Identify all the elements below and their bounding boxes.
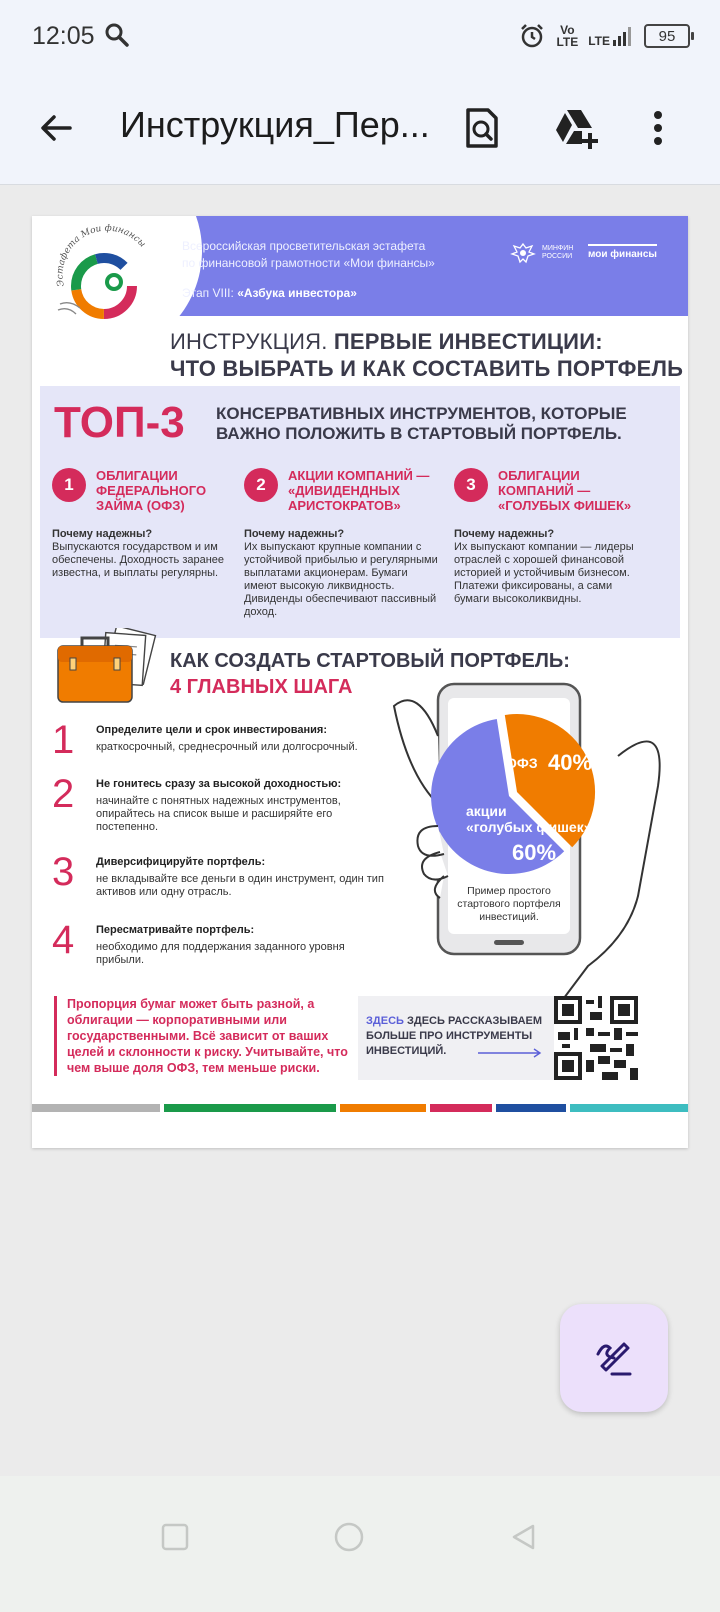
app-bar bbox=[0, 72, 720, 185]
ministry-line1: МИНФИН bbox=[542, 245, 574, 252]
status-bar bbox=[0, 0, 720, 72]
step-heading: Диверсифицируйте портфель: bbox=[96, 856, 266, 868]
top3-desc-line1: КОНСЕРВАТИВНЫХ ИНСТРУМЕНТОВ, КОТОРЫЕ bbox=[216, 404, 627, 423]
item-why: Почему надежны? bbox=[454, 528, 555, 540]
add-to-drive-icon bbox=[552, 106, 600, 150]
item-title: ОБЛИГАЦИИ КОМПАНИЙ — «ГОЛУБЫХ ФИШЕК» bbox=[498, 468, 632, 513]
step-number: 2 bbox=[52, 772, 75, 816]
step-text: необходимо для поддержания заданного уровня прибыли. bbox=[96, 941, 345, 966]
item-title: АКЦИИ КОМПАНИЙ — «ДИВИДЕНДНЫХ АРИСТОКРАТОВ» bbox=[288, 468, 430, 513]
volte-bottom: LTE bbox=[556, 35, 579, 49]
battery-level: 95 bbox=[658, 27, 676, 45]
status-icons bbox=[518, 18, 690, 54]
battery-indicator bbox=[644, 24, 690, 48]
arrow-right-icon bbox=[478, 1048, 544, 1058]
pie-value-ofz: 40% bbox=[548, 750, 593, 775]
title-line2: ЧТО ВЫБРАТЬ И КАК СОСТАВИТЬ ПОРТФЕЛЬ bbox=[170, 356, 684, 381]
title-line1-normal: ИНСТРУКЦИЯ. bbox=[170, 329, 328, 354]
edit-pen-icon bbox=[592, 1336, 636, 1380]
signal-indicator bbox=[588, 25, 634, 47]
status-time: 12:05 bbox=[32, 22, 95, 50]
qr-highlight: ЗДЕСЬ bbox=[366, 1015, 404, 1027]
step-number: 3 bbox=[52, 850, 75, 894]
relay-logo bbox=[40, 224, 166, 334]
band-stage bbox=[182, 286, 357, 300]
proportion-note: Пропорция бумаг может быть разной, а облигации — корпоративными или государственными. Всё зависит от ваших целей и склонности к риску. Учитывайте, что чем выше доля ОФЗ, тем меньше риски. bbox=[54, 996, 357, 1076]
stripe-blue bbox=[496, 1104, 566, 1112]
item-why: Почему надежны? bbox=[244, 528, 345, 540]
ministry-line2: РОССИИ bbox=[542, 253, 573, 260]
pie-label-blue-line2: «голубых фишек» bbox=[466, 819, 592, 835]
brand-logo: мои финансы bbox=[588, 244, 657, 260]
title-line1-bold: ПЕРВЫЕ ИНВЕСТИЦИИ: bbox=[333, 329, 603, 354]
step-text: краткосрочный, среднесрочный или долгосрочный. bbox=[96, 741, 358, 753]
search-document-button[interactable] bbox=[456, 100, 508, 156]
briefcase-illustration bbox=[52, 628, 164, 708]
item-text: Их выпускают компании — лидеры отраслей с хорошей финансовой историей и устойчивым бизнесом. Платежи фиксированы, а сами бумаги высоколиквидны. bbox=[454, 541, 634, 605]
item-why: Почему надежны? bbox=[52, 528, 153, 540]
page-title bbox=[170, 328, 683, 382]
top3-description bbox=[216, 404, 627, 444]
document-title: Инструкция_Пер... bbox=[120, 104, 430, 145]
pie-caption-line3: инвестиций. bbox=[479, 911, 539, 923]
volte-top: Vo bbox=[560, 23, 575, 37]
steps-title-line2: 4 ГЛАВНЫХ ШАГА bbox=[170, 676, 353, 698]
edit-fab-button[interactable] bbox=[560, 1304, 668, 1412]
qr-info-box[interactable] bbox=[358, 996, 554, 1080]
alarm-icon bbox=[518, 22, 546, 50]
top3-desc-line2: ВАЖНО ПОЛОЖИТЬ В СТАРТОВЫЙ ПОРТФЕЛЬ. bbox=[216, 424, 622, 443]
recents-square-icon[interactable] bbox=[160, 1522, 190, 1552]
volte-indicator bbox=[556, 24, 578, 48]
pie-label-blue-line1: акции bbox=[466, 803, 507, 819]
logo-arc-text: Эстафета Мои финансы bbox=[55, 224, 148, 288]
step-heading: Пересматривайте портфель: bbox=[96, 924, 255, 936]
item-number: 1 bbox=[52, 468, 86, 502]
step-text: начинайте с понятных надежных инструментов, опирайтесь на список выше и расширяйте его постепенно. bbox=[96, 795, 341, 833]
bottom-stripes bbox=[32, 1104, 688, 1112]
item-title: ОБЛИГАЦИИ ФЕДЕРАЛЬНОГО ЗАЙМА (ОФЗ) bbox=[96, 468, 207, 513]
stripe-pink bbox=[430, 1104, 492, 1112]
system-nav-bar bbox=[0, 1476, 720, 1612]
band-text-line2: по финансовой грамотности «Мои финансы» bbox=[182, 256, 435, 270]
pie-caption-line1: Пример простого bbox=[467, 885, 551, 897]
stripe-orange bbox=[340, 1104, 426, 1112]
eagle-emblem-icon bbox=[510, 240, 536, 266]
pie-caption-line2: стартового портфеля bbox=[457, 898, 561, 910]
qr-text: ЗДЕСЬ РАССКАЗЫВАЕМ БОЛЬШЕ ПРО ИНСТРУМЕНТЫ ИНВЕСТИЦИЙ. bbox=[366, 1015, 543, 1057]
signal-bars-icon bbox=[612, 25, 634, 47]
item-number: 3 bbox=[454, 468, 488, 502]
stripe-gray bbox=[32, 1104, 160, 1112]
pie-value-blue: 60% bbox=[512, 840, 557, 865]
back-arrow-icon[interactable] bbox=[36, 108, 76, 148]
more-options-button[interactable] bbox=[632, 100, 684, 156]
band-text bbox=[182, 238, 435, 272]
search-document-icon bbox=[464, 106, 500, 150]
step-heading: Не гонитесь сразу за высокой доходностью: bbox=[96, 778, 342, 790]
step-number: 4 bbox=[52, 918, 75, 962]
document-page[interactable] bbox=[32, 216, 688, 1148]
step-heading: Определите цели и срок инвестирования: bbox=[96, 724, 327, 736]
qr-code[interactable] bbox=[554, 996, 638, 1080]
top3-label: ТОП-3 bbox=[54, 398, 185, 447]
add-to-drive-button[interactable] bbox=[550, 100, 602, 156]
home-circle-icon[interactable] bbox=[333, 1521, 365, 1553]
more-vert-icon bbox=[652, 110, 664, 146]
item-text: Их выпускают крупные компании с устойчивой прибылью и регулярными выплатами акционерам. Бумаги имеют высокую ликвидность. Дивиденды обеспечивают пассивный доход. bbox=[244, 541, 438, 618]
band-text-line1: Всероссийская просветительская эстафета bbox=[182, 239, 426, 253]
item-text: Выпускаются государством и им обеспечены. Доходность заранее известна, и выплаты регулярны. bbox=[52, 541, 225, 579]
step-text: не вкладывайте все деньги в один инструмент, один тип активов или одну отрасль. bbox=[96, 873, 384, 898]
stripe-green bbox=[164, 1104, 336, 1112]
steps-title-line1: КАК СОЗДАТЬ СТАРТОВЫЙ ПОРТФЕЛЬ: bbox=[170, 650, 570, 672]
back-triangle-icon[interactable] bbox=[508, 1522, 538, 1552]
lte-label: LTE bbox=[588, 34, 610, 48]
stripe-teal bbox=[570, 1104, 688, 1112]
item-number: 2 bbox=[244, 468, 278, 502]
pie-label-ofz: ОФЗ bbox=[506, 755, 538, 771]
top3-section bbox=[40, 386, 680, 638]
step-number: 1 bbox=[52, 718, 75, 762]
ministry-logo bbox=[510, 240, 573, 266]
search-icon bbox=[104, 22, 130, 48]
band-stage-prefix: Этап VIII: bbox=[182, 286, 234, 300]
band-stage-name: «Азбука инвестора» bbox=[237, 286, 357, 300]
phone-pie-illustration bbox=[388, 676, 688, 1006]
